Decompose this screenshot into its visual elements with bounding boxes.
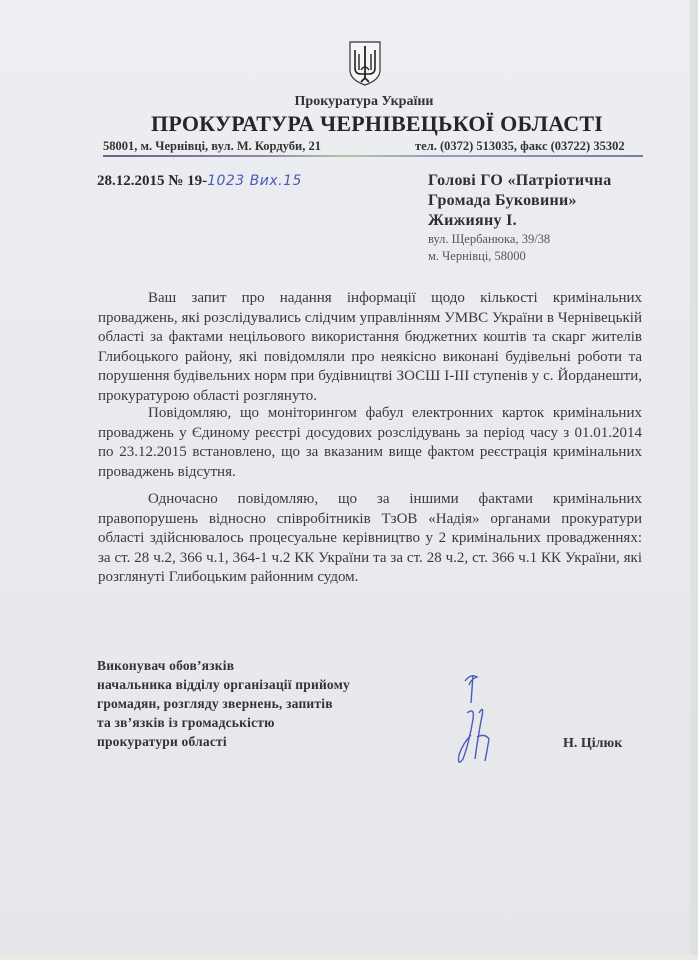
signer-position bbox=[97, 656, 350, 751]
header-divider bbox=[103, 155, 643, 157]
paper-edge-right bbox=[690, 0, 698, 960]
agency-contacts: тел. (0372) 513035, факс (03722) 35302 bbox=[415, 139, 625, 153]
handwritten-signature-icon bbox=[445, 663, 505, 773]
recipient-line: Голові ГО «Патріотична bbox=[428, 172, 612, 189]
recipient-line: Громада Буковини» bbox=[428, 192, 577, 209]
recipient-city: м. Чернівці, 58000 bbox=[428, 249, 526, 263]
body-paragraph-3: Одночасно повідомляю, що за іншими фактами кримінальних правопорушень відносно співробітників ТзОВ «Надія» органами прокуратури області здійснювалось процесуальне керівництво у 2 кримінальних провадженнях: за ст. 28 ч.2, 366 ч.1, 364-1 ч.2 КК України та за ст. 28 ч.2, ст. 366 ч.1 КК України, які розглянуті Глибоцьким районним судом. bbox=[98, 491, 642, 585]
signer-name: Н. Цілюк bbox=[563, 736, 623, 751]
agency-address: 58001, м. Чернівці, вул. М. Кордуби, 21 bbox=[103, 139, 321, 153]
agency-name: ПРОКУРАТУРА ЧЕРНІВЕЦЬКОЇ ОБЛАСТІ bbox=[151, 111, 603, 136]
ukraine-trident-icon bbox=[348, 40, 382, 86]
paper-edge-bottom bbox=[0, 955, 698, 960]
signer-position-line: начальника відділу організації прийому bbox=[97, 677, 350, 692]
outgoing-date-number bbox=[97, 173, 302, 190]
recipient-street: вул. Щербанюка, 39/38 bbox=[428, 232, 551, 246]
date-number-printed: 28.12.2015 № 19- bbox=[97, 173, 208, 189]
signer-position-line: прокуратури області bbox=[97, 734, 227, 749]
handwritten-number: 1023 Вих.15 bbox=[207, 173, 302, 189]
recipient-block bbox=[428, 171, 612, 265]
signer-position-line: та зв’язків із громадськістю bbox=[97, 715, 275, 730]
agency-parent-name: Прокуратура України bbox=[294, 94, 434, 109]
body-paragraph-1: Ваш запит про надання інформації щодо кількості кримінальних проваджень, які розслідувались слідчим управлінням УМВС України в Чернівецькій області за фактами нецільового використання бюджетних коштів та скарг жителів Глибоцького району, які повідомляли про неякісно виконані будівельні роботи та порушення будівельних норм при будівництві ЗОСШ І-ІІІ ступенів у с. Йорданешти, прокуратурою області розглянуто. bbox=[98, 290, 642, 404]
recipient-name: Жижияну І. bbox=[428, 212, 517, 229]
signer-position-line: Виконувач обов’язків bbox=[97, 658, 235, 673]
signer-position-line: громадян, розгляду звернень, запитів bbox=[97, 696, 333, 711]
body-paragraph-2: Повідомляю, що моніторингом фабул електронних карток кримінальних проваджень у Єдиному реєстрі досудових розслідувань за період часу з 01.01.2014 по 23.12.2015 встановлено, що за вказаним вище фактом реєстрація кримінальних проваджень відсутня. bbox=[98, 405, 642, 480]
